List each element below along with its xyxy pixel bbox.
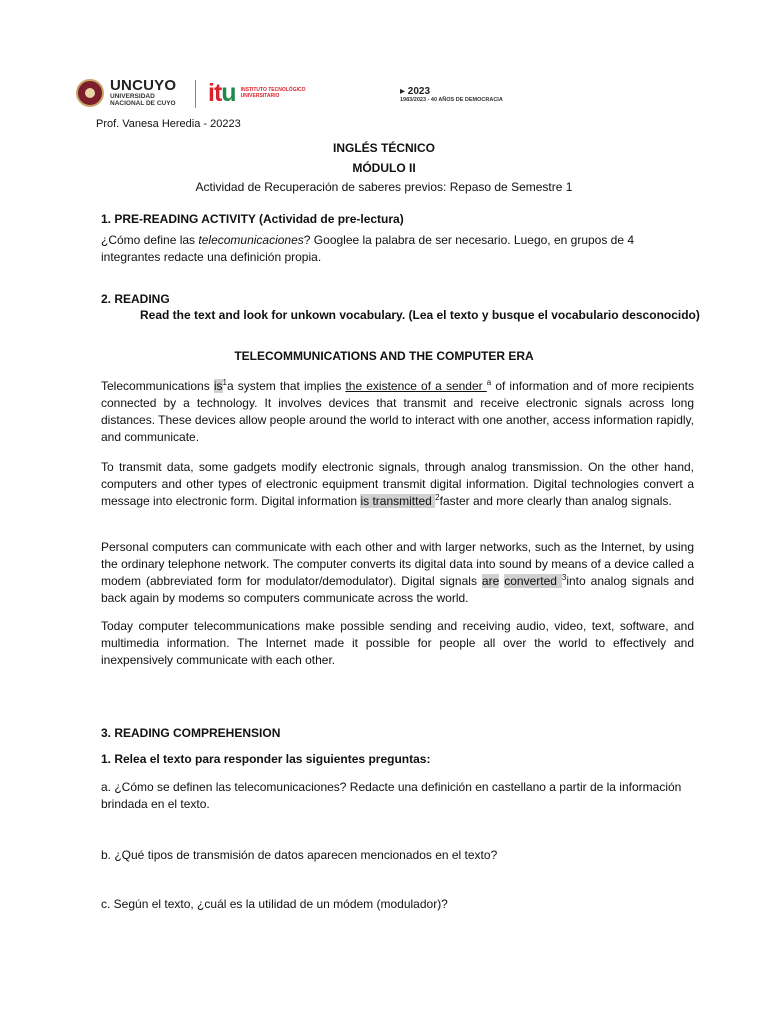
itu-sub2: UNIVERSITARIO [240, 93, 280, 99]
reading-paragraph-1: Telecommunications $is^1a$ system that implies the existence of a sender $^a$ of information and of more recipients connected by a technology. It involves devices that transmit and receive electronic signals across long distances. These devices allow people around the world to interact with one another, access information rapidly, and communicate. [101, 378, 694, 444]
uncuyo-sub1: UNIVERSIDAD [110, 93, 155, 100]
question-b: b. ¿Qué tipos de transmisión de datos aparecen mencionados en el texto? [101, 848, 498, 862]
democracy-badge [400, 86, 503, 104]
reading-instruction: Read the text and look for unkown vocabulary. (Lea el texto y busque el vocabulario desconocido) [140, 308, 700, 322]
itu-mark-a: it [208, 79, 222, 107]
uncuyo-name: UNCUYO [110, 77, 177, 94]
itu-logo [208, 80, 305, 106]
university-seal-icon [76, 79, 104, 107]
section2-heading: 2. READING [101, 292, 170, 306]
question-c: c. Según el texto, ¿cuál es la utilidad de un módem (modulador)? [101, 897, 448, 911]
section3-heading: 3. READING COMPREHENSION [101, 726, 281, 740]
uncuyo-sub2: NACIONAL DE CUYO [110, 100, 176, 107]
question-a: a. ¿Cómo se definen las telecomunicaciones? Redacte una definición en castellano a partir de la información brindada en el texto. [101, 780, 682, 811]
reading-paragraph-4: Today computer telecommunications make possible sending and receiving audio, video, text, software, and multimedia information. The Internet made it possible for people all over the world to effectively and inexpensively communicate with each other. [101, 619, 694, 667]
section3-subheading: 1. Relea el texto para responder las siguientes preguntas: [101, 752, 431, 766]
uncuyo-logo [76, 78, 176, 107]
reading-paragraph-2: To transmit data, some gadgets modify electronic signals, through analog transmission. On the other hand, computers and other types of electronic equipment transmit digital information. Digital technologies convert a message into electronic form. Digital information is transmitted $^2$faster and more clearly than analog signals. [101, 460, 694, 508]
year-sub: 1983/2023 - 40 AÑOS DE DEMOCRACIA [400, 97, 503, 103]
itu-sub1: INSTITUTO TECNOLÓGICO [240, 87, 306, 93]
highlight-is: is [213, 379, 223, 393]
reading-title: TELECOMMUNICATIONS AND THE COMPUTER ERA [234, 349, 534, 363]
document-header [76, 74, 696, 116]
highlight-converted: converted [504, 574, 562, 588]
activity-subtitle: Actividad de Recuperación de saberes previos: Repaso de Semestre 1 [195, 180, 573, 194]
module-title: MÓDULO II [352, 161, 416, 175]
professor-name: Prof. Vanesa Heredia - 20223 [96, 118, 241, 130]
itu-mark-b: u [221, 79, 236, 107]
course-title: INGLÉS TÉCNICO [332, 141, 435, 155]
section1-heading: 1. PRE-READING ACTIVITY (Actividad de pre-lectura) [101, 212, 404, 226]
year-label: ▸ 2023 [400, 86, 431, 97]
underline-sender: the existence of a sender [345, 379, 487, 393]
highlight-is-transmitted: is transmitted [360, 494, 436, 508]
reading-paragraph-3: Personal computers can communicate with each other and with larger networks, such as the Internet, by using the ordinary telephone network. The computer converts its digital data into sound by means of a device called a modem (abbreviated form for modulator/demodulator). Digital signals are converted $^3$into analog signals and back again by modems so computers communicate across the world. [101, 540, 694, 605]
highlight-are: are [481, 574, 500, 588]
logo-divider [195, 80, 196, 108]
section1-text: ¿Cómo define las telecomunicaciones? Googlee la palabra de ser necesario. Luego, en grupos de 4 integrantes redacte una definición propia. [101, 233, 635, 264]
